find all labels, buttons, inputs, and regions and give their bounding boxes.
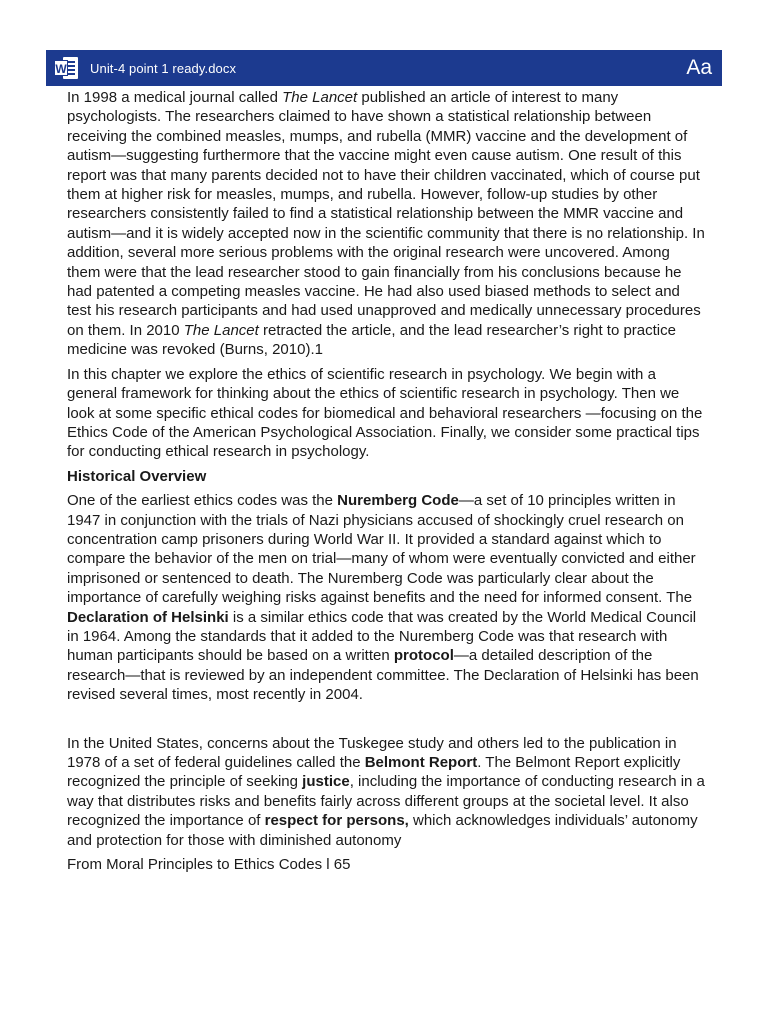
term-belmont-report: Belmont Report [364,754,478,771]
journal-title: The Lancet [282,89,358,106]
document-filename: Unit-4 point 1 ready.docx [90,60,237,76]
term-justice: justice [302,773,350,791]
paragraph-lancet: In 1998 a medical journal called The Lancet published an article of interest to many psychologists. The researchers claimed to have shown a statistical relationship between receiving the combined measles, mumps, and rubella (MMR) vaccine and the development of autism—suggesting furthermore that the vaccine might even cause autism. One result of this report was that many parents decided not to have their children vaccinated, which of course put them at higher risk for measles, mumps, and rubella. However, follow-up studies by other researchers consistently failed to find a statistical relationship between the MMR vaccine and autism—and it is widely accepted now in the scientific community that there is no relationship. In addition, several more serious problems with the original research were uncovered. Among them were that the lead researcher stood to gain financially from his conclusions because he had patented a competing measles vaccine. He had also used biased methods to select and test his research participants and had used unapproved and medically unnecessary procedures on them. In 2010 The Lancet retracted the article, and the lead researcher’s right to practice medicine was revoked (Burns, 2010).1 [67,89,705,359]
term-declaration-of-helsinki: Declaration of Helsinki [67,608,229,626]
term-respect-for-persons: respect for persons, [264,812,409,830]
text-size-button[interactable]: Aa [686,56,712,79]
term-nuremberg-code: Nuremberg Code [337,492,459,510]
word-icon[interactable] [54,57,78,79]
paragraph-belmont-report: In the United States, concerns about the Tuskegee study and others led to the publication in 1978 of a set of federal guidelines called the Belmont Report. The Belmont Report explicitly recognized the principle of seeking justice, including the importance of conducting research in a way that distributes risks and benefits fairly across different groups at the societal level. It also recognized the importance of respect for persons, which acknowledges individuals’ autonomy and protection for those with diminished autonomy [67,734,705,849]
document-body [67,88,707,879]
page-footer: From Moral Principles to Ethics Codes l 65 [67,856,351,874]
journal-title: The Lancet [183,321,259,339]
word-badge: W [55,62,67,76]
paragraph-chapter-intro: In this chapter we explore the ethics of scientific research in psychology. We begin with a general framework for thinking about the ethics of scientific research in psychology. Then we look at some specific ethical codes for biomedical and behavioral researchers —focusing on the Ethics Code of the American Psychological Association. Finally, we consider some practical tips for conducting ethical research in psychology. [67,365,703,461]
paragraph-historical-overview: One of the earliest ethics codes was the Nuremberg Code—a set of 10 principles written in 1947 in conjunction with the trials of Nazi physicians accused of shockingly cruel research on concentration camp prisoners during World War II. It provided a standard against which to compare the behavior of the men on trial—many of whom were eventually convicted and either imprisoned or sentenced to death. The Nuremberg Code was particularly clear about the importance of carefully weighing risks against benefits and the need for informed consent. The Declaration of Helsinki is a similar ethics code that was created by the World Medical Council in 1964. Among the standards that it added to the Nuremberg Code was that research with human participants should be based on a written protocol—a detailed description of the research—that is reviewed by an independent committee. The Declaration of Helsinki has been revised several times, most recently in 2004. [67,492,699,704]
title-bar [46,50,722,86]
term-protocol: protocol [393,647,454,665]
paragraph-gap [67,710,707,734]
section-heading: Historical Overview [67,467,207,485]
